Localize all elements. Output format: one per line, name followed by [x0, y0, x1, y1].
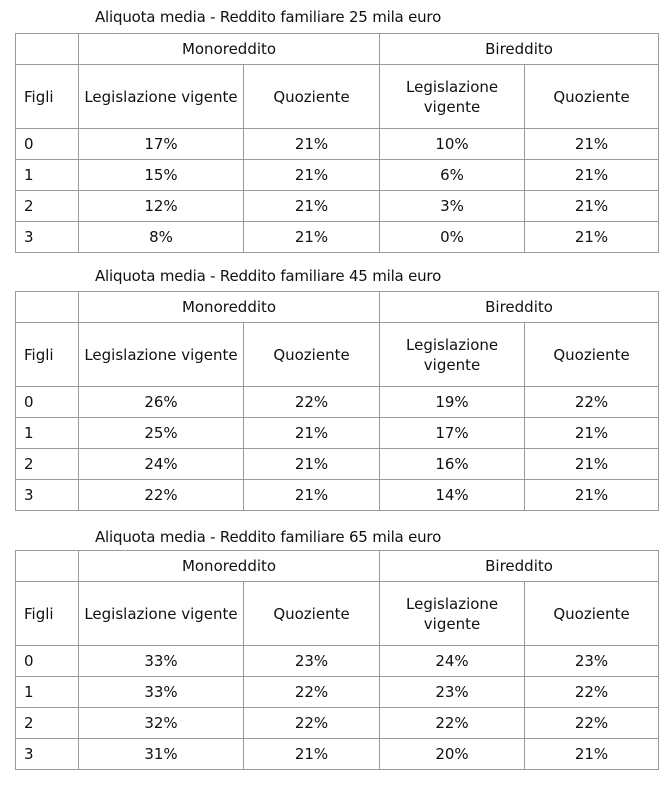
table-row [16, 480, 659, 511]
value-cell: 19% [380, 387, 525, 418]
sub-header-legislazione: Legislazione vigente [380, 582, 525, 646]
table-row [16, 677, 659, 708]
value-cell: 14% [380, 480, 525, 511]
figli-cell: 1 [16, 160, 79, 191]
figli-cell: 2 [16, 449, 79, 480]
value-cell: 26% [79, 387, 244, 418]
figli-cell: 2 [16, 191, 79, 222]
value-cell: 21% [244, 191, 380, 222]
value-cell: 24% [380, 646, 525, 677]
figli-cell: 0 [16, 129, 79, 160]
value-cell: 22% [525, 677, 659, 708]
data-table [15, 550, 659, 770]
figli-header: Figli [16, 65, 79, 129]
data-table [15, 33, 659, 253]
value-cell: 22% [525, 708, 659, 739]
value-cell: 12% [79, 191, 244, 222]
sub-header-legislazione: Legislazione vigente [79, 582, 244, 646]
value-cell: 6% [380, 160, 525, 191]
table-row [16, 646, 659, 677]
value-cell: 21% [244, 129, 380, 160]
value-cell: 22% [79, 480, 244, 511]
table-row [16, 191, 659, 222]
sub-header-quoziente: Quoziente [525, 323, 659, 387]
value-cell: 22% [380, 708, 525, 739]
sub-header-quoziente: Quoziente [525, 582, 659, 646]
value-cell: 21% [525, 739, 659, 770]
value-cell: 32% [79, 708, 244, 739]
group-header-row [16, 292, 659, 323]
figli-cell: 3 [16, 222, 79, 253]
group-header-monoreddito: Monoreddito [79, 292, 380, 323]
value-cell: 21% [525, 191, 659, 222]
group-header-row [16, 34, 659, 65]
table-row [16, 387, 659, 418]
value-cell: 21% [244, 739, 380, 770]
value-cell: 21% [525, 129, 659, 160]
group-header-monoreddito: Monoreddito [79, 551, 380, 582]
value-cell: 21% [525, 222, 659, 253]
value-cell: 22% [244, 677, 380, 708]
group-header-bireddito: Bireddito [380, 551, 659, 582]
sub-header-legislazione: Legislazione vigente [380, 65, 525, 129]
value-cell: 21% [244, 480, 380, 511]
sub-header-quoziente: Quoziente [244, 323, 380, 387]
figli-cell: 3 [16, 739, 79, 770]
group-header-row [16, 551, 659, 582]
table-row [16, 449, 659, 480]
figli-cell: 0 [16, 387, 79, 418]
figli-cell: 3 [16, 480, 79, 511]
table-title: Aliquota media - Reddito familiare 45 mila euro [95, 267, 442, 285]
value-cell: 20% [380, 739, 525, 770]
empty-header-cell [16, 551, 79, 582]
value-cell: 25% [79, 418, 244, 449]
value-cell: 33% [79, 677, 244, 708]
group-header-bireddito: Bireddito [380, 34, 659, 65]
table-row [16, 222, 659, 253]
value-cell: 3% [380, 191, 525, 222]
empty-header-cell [16, 292, 79, 323]
value-cell: 21% [525, 418, 659, 449]
value-cell: 21% [244, 418, 380, 449]
group-header-monoreddito: Monoreddito [79, 34, 380, 65]
value-cell: 22% [244, 708, 380, 739]
sub-header-quoziente: Quoziente [244, 582, 380, 646]
figli-cell: 1 [16, 677, 79, 708]
sub-header-legislazione: Legislazione vigente [79, 65, 244, 129]
value-cell: 22% [244, 387, 380, 418]
table-title: Aliquota media - Reddito familiare 65 mila euro [95, 528, 442, 546]
figli-header: Figli [16, 323, 79, 387]
value-cell: 21% [244, 449, 380, 480]
value-cell: 21% [525, 160, 659, 191]
value-cell: 21% [244, 222, 380, 253]
value-cell: 17% [79, 129, 244, 160]
value-cell: 10% [380, 129, 525, 160]
value-cell: 17% [380, 418, 525, 449]
value-cell: 16% [380, 449, 525, 480]
table-title: Aliquota media - Reddito familiare 25 mila euro [95, 8, 442, 26]
value-cell: 15% [79, 160, 244, 191]
table-row [16, 418, 659, 449]
value-cell: 8% [79, 222, 244, 253]
sub-header-row [16, 65, 659, 129]
sub-header-quoziente: Quoziente [525, 65, 659, 129]
figli-cell: 2 [16, 708, 79, 739]
table-row [16, 129, 659, 160]
group-header-bireddito: Bireddito [380, 292, 659, 323]
value-cell: 23% [380, 677, 525, 708]
figli-cell: 1 [16, 418, 79, 449]
table-row [16, 708, 659, 739]
data-table [15, 291, 659, 511]
empty-header-cell [16, 34, 79, 65]
sub-header-quoziente: Quoziente [244, 65, 380, 129]
sub-header-row [16, 323, 659, 387]
value-cell: 0% [380, 222, 525, 253]
value-cell: 21% [244, 160, 380, 191]
sub-header-legislazione: Legislazione vigente [79, 323, 244, 387]
value-cell: 21% [525, 480, 659, 511]
figli-header: Figli [16, 582, 79, 646]
table-row [16, 160, 659, 191]
sub-header-legislazione: Legislazione vigente [380, 323, 525, 387]
value-cell: 31% [79, 739, 244, 770]
value-cell: 22% [525, 387, 659, 418]
table-row [16, 739, 659, 770]
value-cell: 23% [244, 646, 380, 677]
value-cell: 33% [79, 646, 244, 677]
figli-cell: 0 [16, 646, 79, 677]
value-cell: 21% [525, 449, 659, 480]
value-cell: 23% [525, 646, 659, 677]
value-cell: 24% [79, 449, 244, 480]
sub-header-row [16, 582, 659, 646]
